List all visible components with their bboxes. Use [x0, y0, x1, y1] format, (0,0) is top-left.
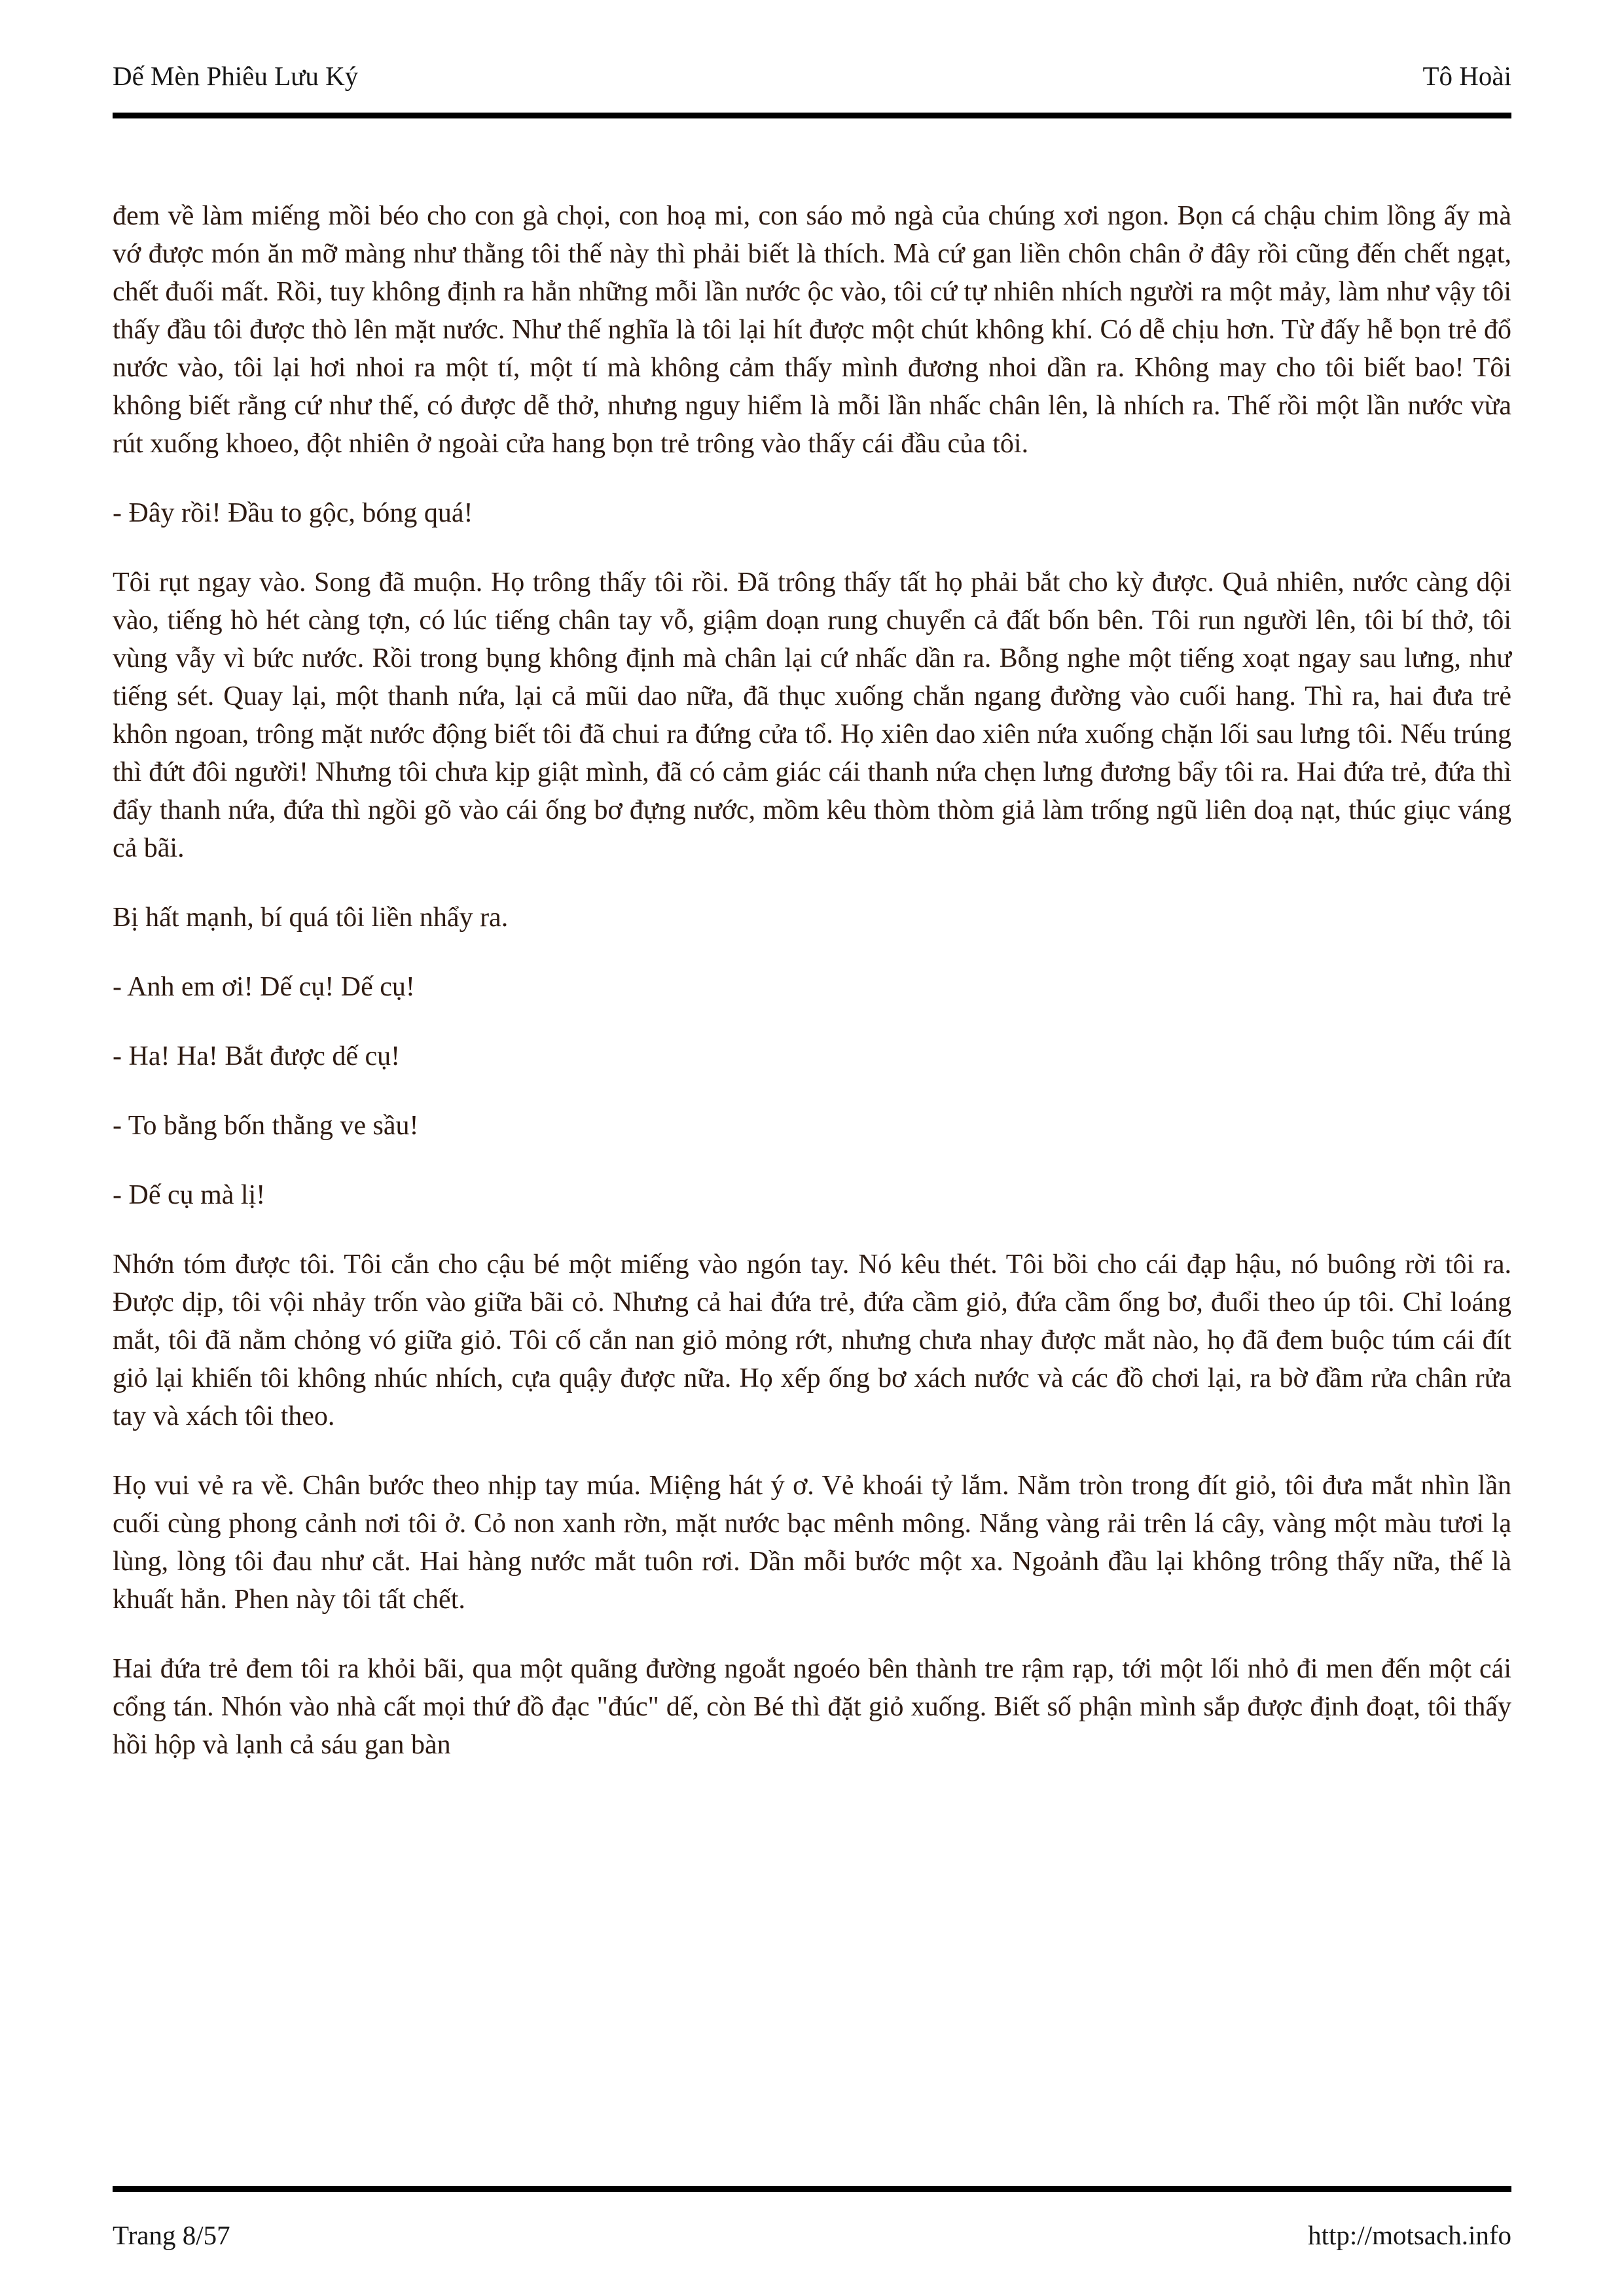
paragraph: đem về làm miếng mồi béo cho con gà chọi, con hoạ mi, con sáo mỏ ngà của chúng xơi ngon. Bọn cá chậu chim lồng ấy mà vớ được món ăn mỡ màng như thằng tôi thế này thì phải biết là thích. Mà cứ gan liền chôn chân ở đây rồi cũng đến chết ngạt, chết đuối mất. Rồi, tuy không định ra hẳn những mỗi lần nước ộc vào, tôi cứ tự nhiên nhích người ra một mảy, làm như vậy tôi thấy đầu tôi được thò lên mặt nước. Như thế nghĩa là tôi lại hít được một chút không khí. Có dễ chịu hơn. Từ đấy hễ bọn trẻ đổ nước vào, tôi lại hơi nhoi ra một tí, một tí mà không cảm thấy mình đương nhoi dần ra. Không may cho tôi biết bao! Tôi không biết rằng cứ như thế, có được dễ thở, nhưng nguy hiểm là mỗi lần nhấc chân lên, là nhích ra. Thế rồi một lần nước vừa rút xuống khoeo, đột nhiên ở ngoài cửa hang bọn trẻ trông vào thấy cái đầu của tôi. [113, 201, 1511, 459]
dialogue-line: - Anh em ơi! Dế cụ! Dế cụ! [113, 972, 415, 1002]
paragraph: Tôi rụt ngay vào. Song đã muộn. Họ trông thấy tôi rồi. Đã trông thấy tất họ phải bắt cho kỳ được. Quả nhiên, nước càng dội vào, tiếng hò hét càng tợn, có lúc tiếng chân tay vỗ, giậm doạn rung chuyển cả đất bốn bên. Tôi run người lên, tôi bí thở, tôi vùng vẫy vì bức nước. Rồi trong bụng không định mà chân lại cứ nhấc dần ra. Bỗng nghe một tiếng xoạt ngay sau lưng, như tiếng sét. Quay lại, một thanh nứa, lại cả mũi dao nữa, đã thục xuống chắn ngang đường vào cuối hang. Thì ra, hai đưa trẻ khôn ngoan, trông mặt nước động biết tôi đã chui ra đứng cửa tổ. Họ xiên dao xiên nứa xuống chặn lối sau lưng tôi. Nếu trúng thì đứt đôi người! Nhưng tôi chưa kịp giật mình, đã có cảm giác cái thanh nứa chẹn lưng đương bẩy tôi ra. Hai đứa trẻ, đứa thì đẩy thanh nứa, đứa thì ngồi gõ vào cái ống bơ đựng nước, mồm kêu thòm thòm giả làm trống ngũ liên doạ nạt, thúc giục váng cả bãi. [113, 567, 1511, 863]
page-header [113, 0, 1511, 92]
paragraph: Nhớn tóm được tôi. Tôi cắn cho cậu bé một miếng vào ngón tay. Nó kêu thét. Tôi bồi cho cái đạp hậu, nó buông rời tôi ra. Được dịp, tôi vội nhảy trốn vào giữa bãi cỏ. Nhưng cả hai đứa trẻ, đứa cầm giỏ, đứa cầm ống bơ, đuổi theo úp tôi. Chỉ loáng mắt, tôi đã nằm chỏng vó giữa giỏ. Tôi cố cắn nan giỏ mỏng rớt, nhưng chưa nhay được mắt nào, họ đã đem buộc túm cái đít giỏ lại khiến tôi không nhúc nhích, cựa quậy được nữa. Họ xếp ống bơ xách nước và các đồ chơi lại, ra bờ đầm rửa chân rửa tay và xách tôi theo. [113, 1249, 1511, 1431]
page-body [113, 197, 1511, 1764]
header-divider [113, 113, 1511, 118]
footer-divider [113, 2186, 1511, 2192]
dialogue-line: - Đây rồi! Đầu to gộc, bóng quá! [113, 498, 473, 528]
author-name: Tô Hoài [1422, 61, 1511, 91]
page-number-label: Trang 8/57 [113, 2220, 230, 2250]
paragraph: Hai đứa trẻ đem tôi ra khỏi bãi, qua một quãng đường ngoắt ngoéo bên thành tre rậm rạp, tới một lối nhỏ đi men đến một cái cổng tán. Nhón vào nhà cất mọi thứ đồ đạc "đúc" dế, còn Bé thì đặt giỏ xuống. Biết số phận mình sắp được định đoạt, tôi thấy hồi hộp và lạnh cả sáu gan bàn [113, 1654, 1511, 1760]
dialogue-line: - Dế cụ mà lị! [113, 1180, 266, 1210]
paragraph: Họ vui vẻ ra về. Chân bước theo nhịp tay múa. Miệng hát ý ơ. Vẻ khoái tỷ lắm. Nằm tròn trong đít giỏ, tôi đưa mắt nhìn lần cuối cùng phong cảnh nơi tôi ở. Cỏ non xanh rờn, mặt nước bạc mênh mông. Nắng vàng rải trên lá cây, vàng một màu tươi lạ lùng, lòng tôi đau như cắt. Hai hàng nước mắt tuôn rơi. Dần mỗi bước một xa. Ngoảnh đầu lại không trông thấy nữa, thế là khuất hẳn. Phen này tôi tất chết. [113, 1471, 1511, 1615]
page-footer [113, 2186, 1511, 2251]
site-url: http://motsach.info [1308, 2220, 1511, 2250]
dialogue-line: - To bằng bốn thằng ve sầu! [113, 1111, 419, 1141]
paragraph: Bị hất mạnh, bí quá tôi liền nhẩy ra. [113, 903, 509, 933]
dialogue-line: - Ha! Ha! Bắt được dế cụ! [113, 1041, 401, 1071]
book-title: Dế Mèn Phiêu Lưu Ký [113, 61, 359, 91]
